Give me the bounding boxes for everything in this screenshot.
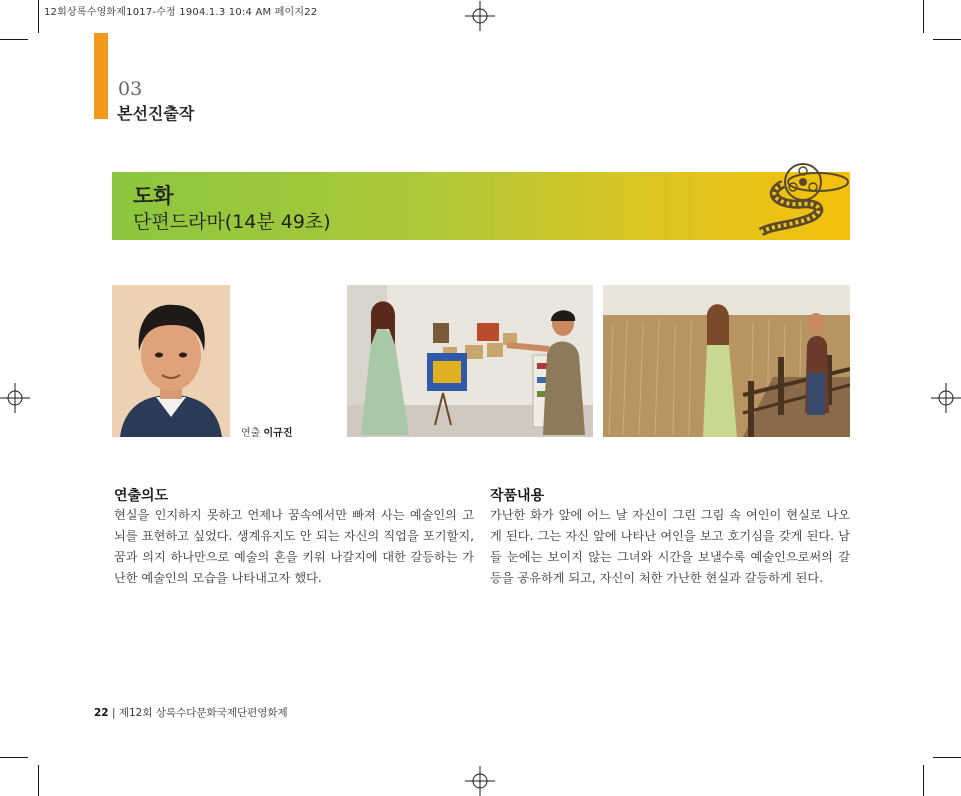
- film-still-reeds: [603, 285, 850, 437]
- film-reel-icon: [753, 160, 853, 240]
- page-number: 22: [94, 707, 109, 719]
- director-note-body: 현실을 인지하지 못하고 언제나 꿈속에서만 빠져 사는 예술인의 고뇌를 표현하고 싶었다. 생계유지도 안 되는 자신의 직업을 포기할지, 꿈과 의지 하나만으로 예술의 혼을 키워 나갈지에 대한 갈등하는 가난한 예술인의 모습을 나타내고자 했다.: [114, 508, 474, 585]
- synopsis-heading: 작품내용: [490, 488, 545, 504]
- film-title: 도화: [133, 184, 174, 208]
- crop-mark: [933, 757, 961, 758]
- crop-mark: [923, 765, 924, 796]
- film-still-studio: [347, 285, 593, 437]
- director-note-heading: 연출의도: [114, 488, 169, 504]
- registration-mark-icon: [0, 383, 30, 413]
- synopsis-body: 가난한 화가 앞에 어느 날 자신이 그린 그림 속 여인이 현실로 나오게 된다. 그는 자신 앞에 나타난 여인을 보고 호기심을 갖게 된다. 남들 눈에는 보이지 않는 그녀와 시간을 보낼수록 예술인으로써의 갈등을 공유하게 되고, 자신이 처한 가난한 현실과 갈등하게 된다.: [490, 508, 850, 585]
- credit-role: 연출: [241, 428, 261, 439]
- section-accent-bar: [94, 33, 108, 119]
- crop-mark: [923, 0, 924, 33]
- synopsis-section: [490, 485, 850, 589]
- director-credit: [241, 424, 293, 439]
- crop-mark: [0, 39, 28, 40]
- section-number: 03: [118, 78, 143, 100]
- registration-mark-icon: [931, 383, 961, 413]
- film-subtitle: 단편드라마(14분 49초): [133, 211, 331, 233]
- registration-mark-icon: [465, 1, 495, 31]
- page-footer: [94, 705, 288, 720]
- crop-mark: [38, 765, 39, 796]
- section-name: 본선진출작: [117, 104, 195, 123]
- crop-mark: [38, 0, 39, 33]
- credit-name: 이규진: [263, 428, 293, 439]
- footer-divider: |: [111, 707, 119, 719]
- director-portrait: [112, 285, 230, 437]
- crop-mark: [933, 39, 961, 40]
- director-note-section: [114, 485, 474, 589]
- festival-name: 제12회 상록수다문화국제단편영화제: [118, 707, 288, 719]
- registration-mark-icon: [465, 766, 495, 796]
- print-info: 12회상록수영화제1017-수정 1904.1.3 10:4 AM 페이지22: [44, 7, 318, 18]
- crop-mark: [0, 757, 28, 758]
